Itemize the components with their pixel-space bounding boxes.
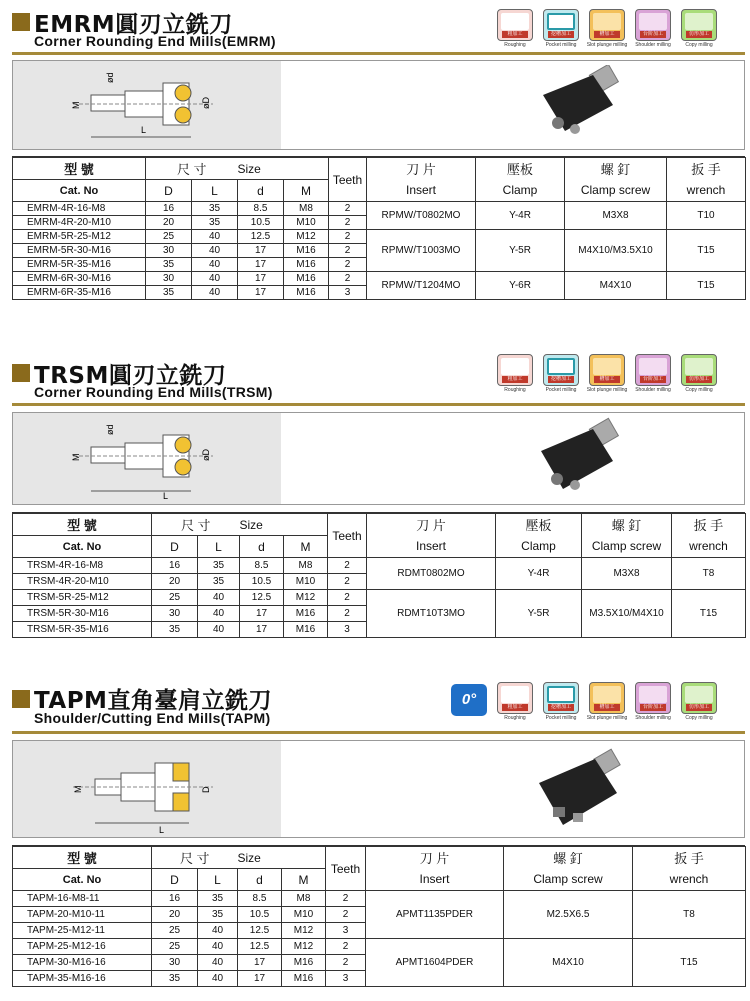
cell-d: 12.5 <box>240 590 284 606</box>
header-model-cn: 型 號 <box>13 514 152 536</box>
cell-L: 40 <box>198 590 240 606</box>
header-clamp-cn: 壓板 <box>476 158 565 180</box>
cell-insert: RPMW/T0802MO <box>367 202 476 230</box>
cell-d: 10.5 <box>240 574 284 590</box>
cell-M: M12 <box>284 230 329 244</box>
header-model-en: Cat. No <box>13 180 146 202</box>
cell-screw: M4X10 <box>504 939 633 987</box>
header-clamp-en: Clamp <box>496 536 582 558</box>
cell-L: 40 <box>192 244 238 258</box>
cell-M: M12 <box>282 923 326 939</box>
cat-no: EMRM-6R-30-M16 <box>13 272 146 286</box>
cell-M: M8 <box>284 202 329 216</box>
cell-teeth: 2 <box>326 955 366 971</box>
cell-teeth: 2 <box>329 258 367 272</box>
cell-L: 35 <box>198 891 238 907</box>
header-screw-cn: 螺 釘 <box>565 158 667 180</box>
cell-teeth: 2 <box>329 272 367 286</box>
cell-teeth: 2 <box>328 606 367 622</box>
cell-insert: RDMT10T3MO <box>367 590 496 638</box>
cell-teeth: 2 <box>329 202 367 216</box>
technical-drawing <box>13 61 281 149</box>
header-wrench-en: wrench <box>672 536 746 558</box>
slot-plunge-icon: 槽加工 Slot plunge milling <box>588 354 626 393</box>
cell-M: M16 <box>284 272 329 286</box>
cell-M: M16 <box>284 622 328 638</box>
cell-M: M10 <box>282 907 326 923</box>
cell-screw: M3.5X10/M4X10 <box>582 590 672 638</box>
cell-L: 40 <box>192 286 238 300</box>
roughing-icon: 粗加工 Roughing <box>496 682 534 721</box>
cell-teeth: 3 <box>326 923 366 939</box>
product-figure <box>12 740 745 838</box>
header-insert-cn: 刀 片 <box>367 514 496 536</box>
header-insert-en: Insert <box>366 869 504 891</box>
tool-photo <box>513 417 643 502</box>
slot-plunge-icon: 槽加工 Slot plunge milling <box>588 682 626 721</box>
header-teeth: Teeth <box>328 514 367 558</box>
header-screw-cn: 螺 釘 <box>582 514 672 536</box>
cat-no: EMRM-5R-35-M16 <box>13 258 146 272</box>
cell-M: M16 <box>284 244 329 258</box>
cell-D: 25 <box>152 923 198 939</box>
cell-screw: M4X10 <box>565 272 667 300</box>
section-title: TAPM直角臺肩立銑刀 <box>34 688 272 714</box>
header-insert-en: Insert <box>367 180 476 202</box>
spec-table <box>12 846 746 987</box>
header-teeth: Teeth <box>329 158 367 202</box>
header-screw-cn: 螺 釘 <box>504 847 633 869</box>
cell-L: 35 <box>192 216 238 230</box>
svg-text:M: M <box>71 453 81 461</box>
cat-no: TAPM-25-M12-11 <box>13 923 152 939</box>
header-screw-en: Clamp screw <box>582 536 672 558</box>
header-size-cn: 尺 寸 <box>146 158 238 180</box>
cat-no: TRSM-5R-35-M16 <box>13 622 152 638</box>
cell-teeth: 2 <box>326 939 366 955</box>
cell-M: M16 <box>284 286 329 300</box>
header-d: d <box>238 869 282 891</box>
copy-milling-icon: 仿形加工 Copy milling <box>680 682 718 721</box>
svg-text:M: M <box>71 101 81 109</box>
product-figure <box>12 60 745 150</box>
cell-d: 17 <box>238 955 282 971</box>
cell-teeth: 2 <box>328 558 367 574</box>
cat-no: EMRM-5R-30-M16 <box>13 244 146 258</box>
cell-screw: M3X8 <box>565 202 667 230</box>
section-subtitle: Shoulder/Cutting End Mills(TAPM) <box>34 710 271 726</box>
cell-insert: APMT1604PDER <box>366 939 504 987</box>
cell-L: 40 <box>198 923 238 939</box>
cell-D: 20 <box>152 907 198 923</box>
header-d: d <box>238 180 284 202</box>
cat-no: TRSM-4R-20-M10 <box>13 574 152 590</box>
pocket-milling-icon: 挖槽加工 Pocket milling <box>542 682 580 721</box>
roughing-icon: 粗加工 Roughing <box>496 354 534 393</box>
table-row <box>13 202 746 216</box>
section-marker <box>12 364 30 382</box>
operation-icons <box>496 354 718 393</box>
cell-d: 12.5 <box>238 230 284 244</box>
cat-no: EMRM-4R-16-M8 <box>13 202 146 216</box>
section-subtitle: Corner Rounding End Mills(TRSM) <box>34 384 273 400</box>
cell-M: M16 <box>282 955 326 971</box>
header-size-en: Size <box>240 514 328 536</box>
header-M: M <box>282 869 326 891</box>
table-row <box>13 230 746 244</box>
cell-d: 17 <box>240 622 284 638</box>
cell-D: 16 <box>146 202 192 216</box>
section-title: EMRM圓刃立銑刀 <box>34 12 233 38</box>
cat-no: EMRM-6R-35-M16 <box>13 286 146 300</box>
cell-L: 40 <box>192 258 238 272</box>
cat-no: EMRM-4R-20-M10 <box>13 216 146 230</box>
operation-icons <box>496 682 718 721</box>
svg-text:ød: ød <box>105 72 115 83</box>
header-screw-en: Clamp screw <box>565 180 667 202</box>
cat-no: TAPM-30-M16-16 <box>13 955 152 971</box>
header-wrench-cn: 扳 手 <box>633 847 746 869</box>
cell-M: M16 <box>284 606 328 622</box>
header-size-en: Size <box>238 847 326 869</box>
zero-degree-badge-icon: 0° <box>451 684 487 716</box>
cell-d: 8.5 <box>240 558 284 574</box>
header-D: D <box>152 536 198 558</box>
cell-teeth: 3 <box>328 622 367 638</box>
cell-D: 25 <box>152 590 198 606</box>
section-marker <box>12 690 30 708</box>
header-wrench-en: wrench <box>667 180 746 202</box>
cell-L: 35 <box>198 558 240 574</box>
svg-text:L: L <box>163 491 169 501</box>
cell-d: 8.5 <box>238 202 284 216</box>
cat-no: EMRM-5R-25-M12 <box>13 230 146 244</box>
cell-wrench: T10 <box>667 202 746 230</box>
header-wrench-en: wrench <box>633 869 746 891</box>
pocket-milling-icon: 挖槽加工 Pocket milling <box>542 9 580 48</box>
cell-D: 30 <box>146 272 192 286</box>
cell-L: 40 <box>192 272 238 286</box>
technical-drawing <box>13 413 281 504</box>
header-model-en: Cat. No <box>13 869 152 891</box>
header-L: L <box>198 869 238 891</box>
cell-d: 12.5 <box>238 923 282 939</box>
header-size-cn: 尺 寸 <box>152 847 238 869</box>
cell-d: 17 <box>238 272 284 286</box>
header-clamp-en: Clamp <box>476 180 565 202</box>
header-clamp-cn: 壓板 <box>496 514 582 536</box>
cell-teeth: 2 <box>326 891 366 907</box>
cell-D: 35 <box>152 971 198 987</box>
cell-D: 35 <box>152 622 198 638</box>
shoulder-milling-icon: 台阶加工 Shoulder milling <box>634 682 672 721</box>
copy-milling-icon: 仿形加工 Copy milling <box>680 354 718 393</box>
cell-d: 17 <box>238 258 284 272</box>
section-subtitle: Corner Rounding End Mills(EMRM) <box>34 33 276 49</box>
product-figure <box>12 412 745 505</box>
cell-teeth: 3 <box>329 286 367 300</box>
cell-L: 35 <box>198 574 240 590</box>
cell-L: 40 <box>198 971 238 987</box>
cell-clamp: Y-4R <box>476 202 565 230</box>
cell-D: 25 <box>146 230 192 244</box>
cell-insert: RPMW/T1003MO <box>367 230 476 272</box>
header-size-en: Size <box>238 158 329 180</box>
shoulder-milling-icon: 台阶加工 Shoulder milling <box>634 354 672 393</box>
cell-L: 40 <box>198 622 240 638</box>
cell-L: 40 <box>198 955 238 971</box>
spec-table <box>12 513 746 638</box>
cell-d: 10.5 <box>238 216 284 230</box>
cell-D: 16 <box>152 558 198 574</box>
header-insert-cn: 刀 片 <box>366 847 504 869</box>
cell-M: M16 <box>284 258 329 272</box>
header-model-en: Cat. No <box>13 536 152 558</box>
cell-D: 35 <box>146 286 192 300</box>
cell-teeth: 2 <box>328 590 367 606</box>
tool-photo <box>513 65 643 145</box>
cell-L: 35 <box>192 202 238 216</box>
cell-teeth: 2 <box>329 216 367 230</box>
header-insert-en: Insert <box>367 536 496 558</box>
cell-teeth: 2 <box>326 907 366 923</box>
cell-L: 35 <box>198 907 238 923</box>
cell-D: 30 <box>152 606 198 622</box>
cell-wrench: T8 <box>672 558 746 590</box>
technical-drawing <box>13 741 281 837</box>
cat-no: TRSM-4R-16-M8 <box>13 558 152 574</box>
roughing-icon: 粗加工 Roughing <box>496 9 534 48</box>
cat-no: TAPM-20-M10-11 <box>13 907 152 923</box>
svg-text:D: D <box>201 786 211 793</box>
cell-d: 8.5 <box>238 891 282 907</box>
table-row <box>13 272 746 286</box>
slot-plunge-icon: 槽加工 Slot plunge milling <box>588 9 626 48</box>
header-wrench-cn: 扳 手 <box>667 158 746 180</box>
operation-icons <box>496 9 718 48</box>
cat-no: TRSM-5R-30-M16 <box>13 606 152 622</box>
cell-d: 17 <box>238 971 282 987</box>
copy-milling-icon: 仿形加工 Copy milling <box>680 9 718 48</box>
cell-screw: M4X10/M3.5X10 <box>565 230 667 272</box>
header-L: L <box>198 536 240 558</box>
svg-text:øD: øD <box>201 97 211 109</box>
cell-D: 16 <box>152 891 198 907</box>
table-row <box>13 558 746 574</box>
cell-D: 35 <box>146 258 192 272</box>
tool-photo <box>513 745 643 835</box>
divider <box>12 731 745 734</box>
header-wrench-cn: 扳 手 <box>672 514 746 536</box>
cell-M: M16 <box>282 971 326 987</box>
cell-d: 12.5 <box>238 939 282 955</box>
cell-L: 40 <box>192 230 238 244</box>
divider <box>12 403 745 406</box>
cell-clamp: Y-6R <box>476 272 565 300</box>
header-model-cn: 型 號 <box>13 847 152 869</box>
cell-M: M8 <box>284 558 328 574</box>
header-D: D <box>152 869 198 891</box>
section-marker <box>12 13 30 31</box>
header-screw-en: Clamp screw <box>504 869 633 891</box>
cell-D: 20 <box>146 216 192 230</box>
table-row <box>13 891 746 907</box>
cell-D: 30 <box>152 955 198 971</box>
header-d: d <box>240 536 284 558</box>
cell-screw: M2.5X6.5 <box>504 891 633 939</box>
cell-screw: M3X8 <box>582 558 672 590</box>
cell-M: M10 <box>284 216 329 230</box>
svg-text:L: L <box>141 125 147 135</box>
cell-d: 17 <box>238 244 284 258</box>
cell-insert: RPMW/T1204MO <box>367 272 476 300</box>
cell-teeth: 3 <box>326 971 366 987</box>
svg-text:øD: øD <box>201 449 211 461</box>
header-M: M <box>284 180 329 202</box>
cell-clamp: Y-5R <box>476 230 565 272</box>
svg-text:M: M <box>73 785 83 793</box>
table-row <box>13 590 746 606</box>
pocket-milling-icon: 挖槽加工 Pocket milling <box>542 354 580 393</box>
header-insert-cn: 刀 片 <box>367 158 476 180</box>
cell-d: 17 <box>240 606 284 622</box>
cell-teeth: 2 <box>329 244 367 258</box>
cell-d: 17 <box>238 286 284 300</box>
header-model-cn: 型 號 <box>13 158 146 180</box>
cell-D: 25 <box>152 939 198 955</box>
cell-D: 20 <box>152 574 198 590</box>
cell-insert: RDMT0802MO <box>367 558 496 590</box>
cell-teeth: 2 <box>329 230 367 244</box>
cell-wrench: T15 <box>667 272 746 300</box>
table-row <box>13 939 746 955</box>
cell-insert: APMT1135PDER <box>366 891 504 939</box>
cell-M: M8 <box>282 891 326 907</box>
cat-no: TAPM-25-M12-16 <box>13 939 152 955</box>
cell-M: M12 <box>284 590 328 606</box>
cell-L: 40 <box>198 606 240 622</box>
cell-L: 40 <box>198 939 238 955</box>
divider <box>12 52 745 55</box>
cell-M: M12 <box>282 939 326 955</box>
cell-clamp: Y-5R <box>496 590 582 638</box>
cell-wrench: T8 <box>633 891 746 939</box>
cell-M: M10 <box>284 574 328 590</box>
cell-wrench: T15 <box>667 230 746 272</box>
cell-d: 10.5 <box>238 907 282 923</box>
cell-clamp: Y-4R <box>496 558 582 590</box>
header-L: L <box>192 180 238 202</box>
header-D: D <box>146 180 192 202</box>
cat-no: TAPM-35-M16-16 <box>13 971 152 987</box>
cell-teeth: 2 <box>328 574 367 590</box>
cell-wrench: T15 <box>672 590 746 638</box>
cell-wrench: T15 <box>633 939 746 987</box>
cell-D: 30 <box>146 244 192 258</box>
header-teeth: Teeth <box>326 847 366 891</box>
spec-table <box>12 157 746 300</box>
header-size-cn: 尺 寸 <box>152 514 240 536</box>
cat-no: TAPM-16-M8-11 <box>13 891 152 907</box>
cat-no: TRSM-5R-25-M12 <box>13 590 152 606</box>
svg-text:ød: ød <box>105 424 115 435</box>
svg-text:L: L <box>159 825 165 835</box>
header-M: M <box>284 536 328 558</box>
shoulder-milling-icon: 台阶加工 Shoulder milling <box>634 9 672 48</box>
section-title: TRSM圓刃立銑刀 <box>34 363 227 389</box>
